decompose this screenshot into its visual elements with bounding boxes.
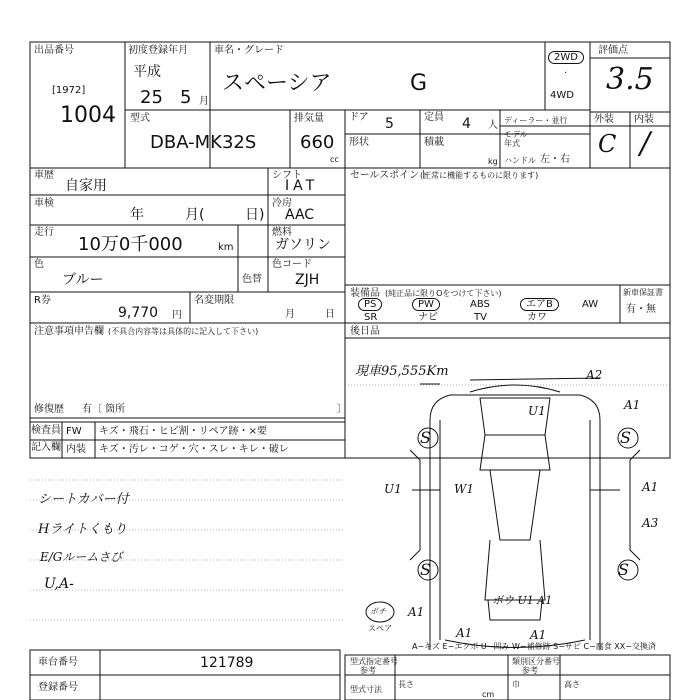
color-value: ブルー <box>62 272 104 288</box>
exterior-score: C <box>598 130 617 158</box>
width-label: 巾 <box>512 680 520 689</box>
ac-value: AAC <box>285 207 315 223</box>
model-label: 型式 <box>130 113 150 124</box>
length-label: 長さ <box>398 680 414 689</box>
mileage-label: 走行 <box>34 227 54 238</box>
mark-s-front-left: S <box>420 428 431 447</box>
capacity-label: 定員 <box>424 112 444 123</box>
mark-a1-spare: A1 <box>408 605 425 619</box>
inspector-label: 検査員 <box>31 425 61 436</box>
fw-label: FW <box>66 426 82 437</box>
recycle-unit: 円 <box>172 310 182 321</box>
type-spec-ref: 参考 <box>360 666 376 675</box>
spare-label: スペア <box>368 624 392 633</box>
mark-a1-top: A1 <box>624 398 641 412</box>
handle-label: ハンドル <box>504 156 536 165</box>
lot-label: 出品番号 <box>34 45 74 56</box>
equip-sr: SR <box>364 312 378 323</box>
reg-era: 平成 <box>133 64 161 80</box>
recycle-value: 9,770 <box>118 305 159 321</box>
hand-note-1: シートカバー付 <box>38 492 129 507</box>
sales-point-label: セールスポイント <box>350 170 430 181</box>
mileage-value: 10万0千000 <box>78 234 183 255</box>
mark-s-front-right: S <box>620 428 631 447</box>
mark-spare-note: ポチ <box>370 607 386 616</box>
equipment-note: (純正品に限りΟをつけて下さい) <box>385 289 502 298</box>
lot-code: [1972] <box>52 85 86 96</box>
drive-2wd: 2WD <box>548 51 584 64</box>
length-unit: cm <box>482 690 495 699</box>
sales-point-note: (正常に機能するものに限ります) <box>420 171 539 180</box>
notes-label: 注意事項申告欄 <box>34 326 104 337</box>
doors-value: 5 <box>385 116 394 132</box>
mark-u1-top: U1 <box>528 404 546 418</box>
equip-leather: カワ <box>527 312 547 323</box>
mark-s-rear-right: S <box>618 560 629 579</box>
hand-note-4: U,A- <box>44 576 74 592</box>
inspection-year: 年 <box>130 207 144 223</box>
mileage-unit: km <box>218 242 234 253</box>
warranty-value: 有・無 <box>626 304 656 315</box>
class-label: 類別区分番号 <box>512 657 560 666</box>
mark-u1-left: U1 <box>384 482 402 496</box>
dimension-label: 型式寸法 <box>350 685 382 694</box>
car-grade: G <box>410 71 428 96</box>
equip-pw: PW <box>412 298 440 311</box>
load-label: 積載 <box>424 137 444 148</box>
repair-close: 〕 <box>337 404 347 415</box>
fuel-value: ガソリン <box>275 237 331 253</box>
reg-year: 25 <box>140 87 163 108</box>
equip-abs: ABS <box>470 299 490 310</box>
score-label: 評価点 <box>598 45 628 56</box>
repair-label: 修復歴 <box>34 404 64 415</box>
hand-mileage-note: 現車95,555Km <box>355 364 449 379</box>
class-ref: 参考 <box>522 666 538 675</box>
color-label: 色 <box>34 259 44 270</box>
regnum-label: 登録番号 <box>38 682 78 693</box>
load-unit: kg <box>488 157 498 166</box>
interior-label: 内装 <box>634 114 654 125</box>
history-value: 自家用 <box>65 178 107 194</box>
car-label: 車名・グレード <box>214 45 284 56</box>
color-code: ZJH <box>295 272 320 288</box>
mark-w1: W1 <box>454 482 474 496</box>
shift-value: IAT <box>285 178 319 194</box>
warranty-label: 新車保証書 <box>623 288 663 297</box>
displacement-unit: cc <box>330 155 339 164</box>
mark-a1-rear: A1 <box>530 628 547 642</box>
expiry-month: 月 <box>285 309 295 320</box>
notes-note: (不具合内容等は具体的に記入して下さい) <box>108 327 259 336</box>
lot-number: 1004 <box>60 103 116 128</box>
mark-bumper: ボウ U1 A1 <box>492 594 553 607</box>
chassis-value: 121789 <box>200 655 254 671</box>
equip-aw: AW <box>582 299 599 310</box>
hand-note-2: Hライトくもり <box>38 522 127 537</box>
drive-dot: · <box>564 68 568 79</box>
interior-row-label: 内装 <box>66 444 86 455</box>
displacement-value: 660 <box>300 132 335 153</box>
inspection-label: 車検 <box>34 198 54 209</box>
mark-a2: A2 <box>586 368 603 382</box>
equip-ps: PS <box>358 298 382 311</box>
exterior-label: 外装 <box>594 114 614 125</box>
displacement-label: 排気量 <box>294 113 324 124</box>
handle-value: 左・右 <box>540 154 570 165</box>
recycle-label: R券 <box>34 295 51 306</box>
mark-a3: A3 <box>642 516 659 530</box>
expiry-day: 日 <box>325 309 335 320</box>
equip-tv: TV <box>474 312 487 323</box>
color-change-label: 色替 <box>242 274 262 285</box>
reg-month-unit: 月 <box>199 96 209 107</box>
fw-items: キズ・飛石・ヒビ割・リペア跡・×要 <box>99 426 267 437</box>
dealer-label: ディーラー・並行 <box>504 116 568 125</box>
chassis-label: 車台番号 <box>38 657 78 668</box>
hand-note-3: E/Gルームさび <box>40 550 123 564</box>
fuel-label: 燃料 <box>272 227 292 238</box>
capacity-value: 4 <box>462 116 471 132</box>
mark-a1-right: A1 <box>642 480 659 494</box>
mark-a1-rear-left: A1 <box>456 626 473 640</box>
interior-row-items: キズ・汚レ・コゲ・穴・スレ・キレ・破レ <box>99 444 289 455</box>
shift-label: シフト <box>272 170 302 181</box>
height-label: 高さ <box>564 680 580 689</box>
equipment-label: 装備品 <box>350 288 380 299</box>
shape-label: 形状 <box>349 137 369 148</box>
car-name: スペーシア <box>222 71 332 96</box>
equip-airbag: エアB <box>520 298 559 311</box>
inspection-month: 月( <box>185 207 205 223</box>
model-value: DBA-MK32S <box>150 132 257 153</box>
equip-navi: ナビ <box>418 312 438 323</box>
mark-s-rear-left: S <box>420 560 431 579</box>
reg-label: 初度登録年月 <box>128 45 188 56</box>
damage-legend: A−キズ E−エクボ U−凹み W−補修跡 S−サビ C−腐食 XX−交換済 <box>412 642 656 651</box>
inspector-label-2: 記入欄 <box>31 442 61 453</box>
repair-value: 有〔 箇所 <box>82 404 126 415</box>
inspection-day: 日) <box>245 207 265 223</box>
history-label: 車歴 <box>34 170 54 181</box>
reg-month-number: 5 <box>180 87 192 108</box>
drive-4wd: 4WD <box>550 90 574 101</box>
doors-label: ドア <box>349 112 369 123</box>
type-spec-label: 型式指定番号 <box>350 657 398 666</box>
interior-score: / <box>640 126 651 161</box>
ac-label: 冷房 <box>272 198 292 209</box>
color-code-label: 色コード <box>272 259 312 270</box>
score-value: 3.5 <box>606 62 654 97</box>
model-year-label: モデル年式 <box>504 130 528 148</box>
capacity-unit: 人 <box>488 120 498 131</box>
expiry-label: 名変期限 <box>194 295 234 306</box>
after-parts-label: 後日品 <box>350 326 380 337</box>
